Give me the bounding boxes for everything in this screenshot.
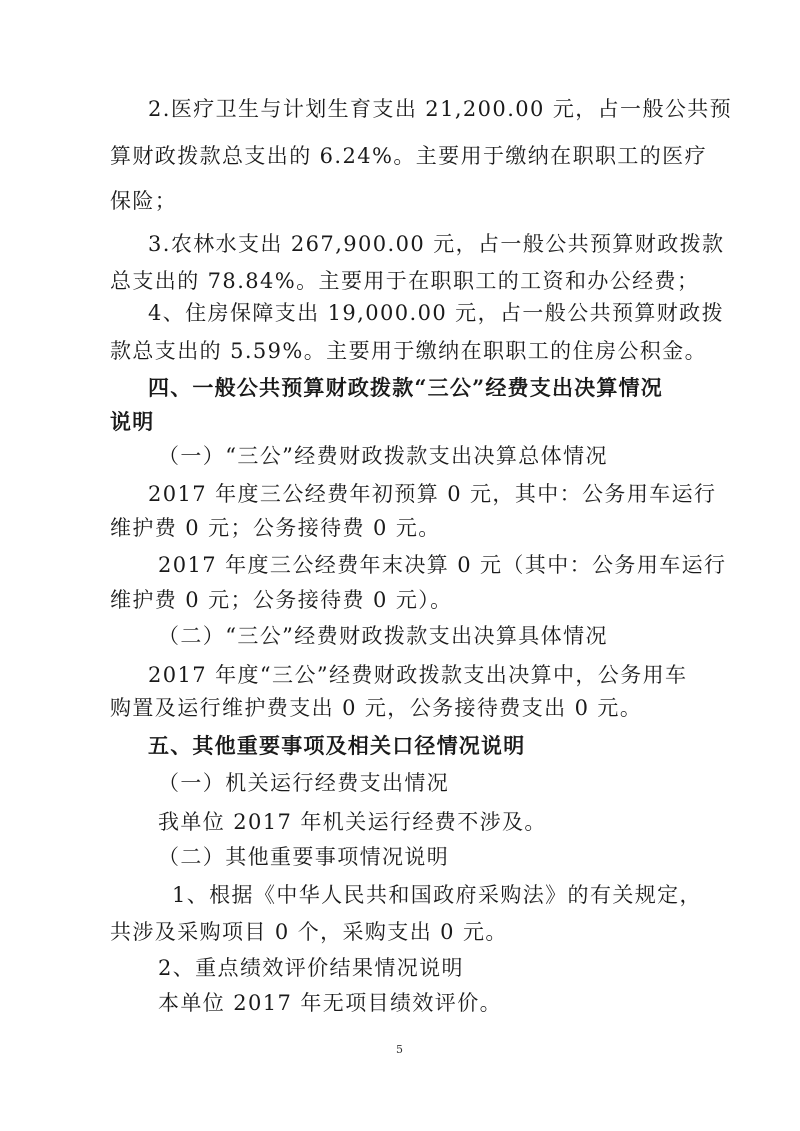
subsection-heading: （一）机关运行经费支出情况 <box>158 771 450 795</box>
text-line: 共涉及采购项目 0 个，采购支出 0 元。 <box>110 920 508 944</box>
text-line: 2017 年度三公经费年末决算 0 元（其中：公务用车运行 <box>158 553 727 577</box>
subsection-heading: （二）其他重要事项情况说明 <box>158 845 450 869</box>
text-line: 购置及运行维护费支出 0 元，公务接待费支出 0 元。 <box>110 696 643 720</box>
section-heading: 说明 <box>110 409 155 434</box>
text-line: 算财政拨款总支出的 6.24%。主要用于缴纳在职职工的医疗 <box>110 144 707 168</box>
text-line: 保险； <box>110 189 178 213</box>
text-line: 4、住房保障支出 19,000.00 元，占一般公共预算财政拨 <box>148 301 724 325</box>
section-heading: 五、其他重要事项及相关口径情况说明 <box>148 733 526 758</box>
text-line: 2、重点绩效评价结果情况说明 <box>158 956 464 980</box>
text-line: 本单位 2017 年无项目绩效评价。 <box>158 991 502 1015</box>
text-line: 总支出的 78.84%。主要用于在职职工的工资和办公经费； <box>110 269 700 293</box>
text-line: 我单位 2017 年机关运行经费不涉及。 <box>158 810 547 834</box>
text-line: 1、根据《中华人民共和国政府采购法》的有关规定， <box>172 883 702 907</box>
subsection-heading: （一）“三公”经费财政拨款支出决算总体情况 <box>158 444 608 468</box>
text-line: 款总支出的 5.59%。主要用于缴纳在职职工的住房公积金。 <box>110 339 707 363</box>
text-line: 2017 年度“三公”经费财政拨款支出决算中，公务用车 <box>148 663 688 687</box>
text-line: 2017 年度三公经费年初预算 0 元，其中：公务用车运行 <box>148 482 717 506</box>
text-line: 3.农林水支出 267,900.00 元，占一般公共预算财政拨款 <box>148 232 725 256</box>
text-line: 2.医疗卫生与计划生育支出 21,200.00 元，占一般公共预 <box>148 97 733 121</box>
subsection-heading: （二）“三公”经费财政拨款支出决算具体情况 <box>158 624 608 648</box>
text-line: 维护费 0 元；公务接待费 0 元。 <box>110 516 441 540</box>
text-line: 维护费 0 元；公务接待费 0 元）。 <box>110 588 453 612</box>
page-number: 5 <box>396 1043 403 1056</box>
section-heading: 四、一般公共预算财政拨款“三公”经费支出决算情况 <box>148 375 663 400</box>
